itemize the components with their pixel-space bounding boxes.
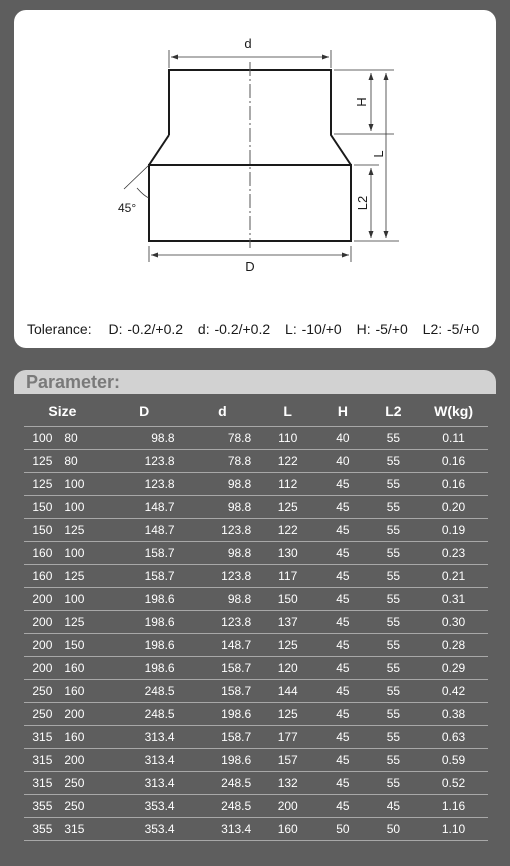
size-large: 100 [32, 431, 53, 445]
size-small: 125 [64, 569, 85, 583]
cell-h: 45 [318, 703, 367, 726]
tolerance-d-large: D: -0.2/+0.2 [108, 321, 184, 337]
cell-weight: 0.29 [419, 657, 488, 680]
cell-l: 157 [257, 749, 318, 772]
cell-d-large: 313.4 [101, 749, 188, 772]
table-row [24, 772, 488, 795]
column-header-h: H [318, 396, 367, 427]
cell-weight: 0.11 [419, 427, 488, 450]
cell-d-large: 313.4 [101, 726, 188, 749]
cell-d-small: 198.6 [188, 703, 258, 726]
cell-h: 45 [318, 611, 367, 634]
cell-size [24, 795, 101, 818]
size-large: 355 [32, 799, 53, 813]
cell-size [24, 818, 101, 841]
table-row [24, 680, 488, 703]
size-large: 315 [32, 776, 53, 790]
cell-size [24, 519, 101, 542]
size-large: 200 [32, 615, 53, 629]
size-large: 150 [32, 500, 53, 514]
cell-h: 45 [318, 542, 367, 565]
size-small: 80 [64, 431, 78, 445]
cell-weight: 0.28 [419, 634, 488, 657]
cell-d-small: 98.8 [188, 542, 258, 565]
size-small: 250 [64, 776, 85, 790]
cell-d-small: 123.8 [188, 611, 258, 634]
cell-size [24, 680, 101, 703]
cell-h: 45 [318, 496, 367, 519]
cell-d-large: 123.8 [101, 450, 188, 473]
size-small: 150 [64, 638, 85, 652]
size-small: 80 [64, 454, 78, 468]
cell-size [24, 542, 101, 565]
size-small: 100 [64, 477, 85, 491]
cell-h: 45 [318, 749, 367, 772]
dim-label-large-diameter: D [245, 259, 255, 274]
size-large: 200 [32, 638, 53, 652]
drawing-card [14, 10, 496, 348]
cell-d-small: 248.5 [188, 795, 258, 818]
cell-d-small: 78.8 [188, 450, 258, 473]
cell-d-small: 148.7 [188, 634, 258, 657]
size-small: 100 [64, 592, 85, 606]
cell-l: 110 [257, 427, 318, 450]
cell-h: 50 [318, 818, 367, 841]
cell-l2: 45 [368, 795, 419, 818]
column-header-size: Size [24, 396, 101, 427]
cell-d-large: 248.5 [101, 703, 188, 726]
cell-l: 122 [257, 519, 318, 542]
cell-size [24, 726, 101, 749]
cell-weight: 0.16 [419, 450, 488, 473]
size-small: 315 [64, 822, 85, 836]
size-large: 160 [32, 546, 53, 560]
size-small: 125 [64, 523, 85, 537]
cell-weight: 0.20 [419, 496, 488, 519]
cell-d-small: 313.4 [188, 818, 258, 841]
cell-d-large: 198.6 [101, 634, 188, 657]
cell-l: 117 [257, 565, 318, 588]
table-row [24, 542, 488, 565]
cell-h: 45 [318, 565, 367, 588]
size-large: 250 [32, 684, 53, 698]
cell-h: 45 [318, 795, 367, 818]
cell-l2: 55 [368, 657, 419, 680]
cell-weight: 0.59 [419, 749, 488, 772]
cell-l2: 55 [368, 496, 419, 519]
cell-weight: 0.19 [419, 519, 488, 542]
column-header-l2: L2 [368, 396, 419, 427]
size-small: 100 [64, 500, 85, 514]
cell-l: 125 [257, 703, 318, 726]
parameter-table-body [24, 427, 488, 841]
cell-h: 45 [318, 680, 367, 703]
size-small: 200 [64, 753, 85, 767]
tolerance-label: Tolerance: [27, 321, 92, 337]
cell-size [24, 634, 101, 657]
cell-size [24, 565, 101, 588]
cell-size [24, 703, 101, 726]
cell-d-large: 148.7 [101, 519, 188, 542]
table-row [24, 611, 488, 634]
parameter-header-bar [14, 370, 496, 394]
cell-l2: 55 [368, 749, 419, 772]
dim-label-l2: L2 [355, 195, 370, 211]
cell-l: 125 [257, 634, 318, 657]
cell-h: 40 [318, 427, 367, 450]
table-row [24, 496, 488, 519]
cell-h: 45 [318, 473, 367, 496]
cell-h: 45 [318, 519, 367, 542]
table-row [24, 565, 488, 588]
cell-weight: 0.38 [419, 703, 488, 726]
size-large: 315 [32, 753, 53, 767]
cell-l: 120 [257, 657, 318, 680]
cell-size [24, 450, 101, 473]
cell-weight: 0.30 [419, 611, 488, 634]
table-header-row [24, 396, 488, 427]
cell-l: 122 [257, 450, 318, 473]
table-row [24, 726, 488, 749]
cell-l: 112 [257, 473, 318, 496]
size-large: 200 [32, 592, 53, 606]
size-large: 250 [32, 707, 53, 721]
cell-d-large: 158.7 [101, 565, 188, 588]
dim-label-length: L [371, 150, 386, 158]
table-row [24, 588, 488, 611]
cell-d-small: 158.7 [188, 680, 258, 703]
cell-d-small: 158.7 [188, 657, 258, 680]
cell-l: 160 [257, 818, 318, 841]
column-header-d-large: D [101, 396, 188, 427]
cell-l2: 55 [368, 565, 419, 588]
cell-h: 45 [318, 772, 367, 795]
cell-l2: 55 [368, 542, 419, 565]
cell-l2: 55 [368, 588, 419, 611]
table-row [24, 749, 488, 772]
size-small: 160 [64, 684, 85, 698]
cell-d-large: 353.4 [101, 818, 188, 841]
cell-d-large: 198.6 [101, 588, 188, 611]
cell-weight: 1.16 [419, 795, 488, 818]
cell-size [24, 496, 101, 519]
table-row [24, 519, 488, 542]
cell-d-small: 123.8 [188, 519, 258, 542]
cell-size [24, 611, 101, 634]
cell-weight: 0.42 [419, 680, 488, 703]
table-row [24, 450, 488, 473]
cell-l2: 55 [368, 519, 419, 542]
table-row [24, 818, 488, 841]
cell-h: 45 [318, 588, 367, 611]
cell-size [24, 588, 101, 611]
reducer-outline-upper [169, 70, 351, 165]
size-small: 125 [64, 615, 85, 629]
column-header-l: L [257, 396, 318, 427]
cell-weight: 0.23 [419, 542, 488, 565]
cell-size [24, 772, 101, 795]
table-row [24, 795, 488, 818]
cell-l2: 55 [368, 427, 419, 450]
size-small: 160 [64, 730, 85, 744]
cell-size [24, 427, 101, 450]
cell-l: 144 [257, 680, 318, 703]
size-large: 200 [32, 661, 53, 675]
cell-weight: 0.52 [419, 772, 488, 795]
cell-d-large: 98.8 [101, 427, 188, 450]
cell-h: 40 [318, 450, 367, 473]
column-header-weight: W(kg) [419, 396, 488, 427]
cell-d-large: 123.8 [101, 473, 188, 496]
table-row [24, 427, 488, 450]
table-row [24, 634, 488, 657]
parameter-table [24, 396, 488, 841]
cell-d-large: 148.7 [101, 496, 188, 519]
cell-d-large: 353.4 [101, 795, 188, 818]
cell-d-large: 158.7 [101, 542, 188, 565]
cell-l2: 55 [368, 680, 419, 703]
tolerance-h: H: -5/+0 [356, 321, 408, 337]
cell-d-large: 198.6 [101, 611, 188, 634]
cell-l: 137 [257, 611, 318, 634]
cell-weight: 1.10 [419, 818, 488, 841]
cell-h: 45 [318, 634, 367, 657]
dim-label-small-diameter: d [244, 36, 252, 51]
cell-d-large: 313.4 [101, 772, 188, 795]
cell-l: 200 [257, 795, 318, 818]
tolerance-l: L: -10/+0 [285, 321, 342, 337]
cell-h: 45 [318, 657, 367, 680]
cell-weight: 0.31 [419, 588, 488, 611]
cell-weight: 0.21 [419, 565, 488, 588]
cell-l: 150 [257, 588, 318, 611]
size-small: 250 [64, 799, 85, 813]
reducer-technical-drawing [14, 10, 496, 310]
cell-d-small: 78.8 [188, 427, 258, 450]
cell-d-large: 248.5 [101, 680, 188, 703]
size-large: 125 [32, 477, 53, 491]
table-row [24, 473, 488, 496]
cell-l: 130 [257, 542, 318, 565]
cell-weight: 0.63 [419, 726, 488, 749]
size-small: 160 [64, 661, 85, 675]
cell-d-small: 98.8 [188, 473, 258, 496]
cell-l: 125 [257, 496, 318, 519]
size-large: 160 [32, 569, 53, 583]
cell-l2: 55 [368, 772, 419, 795]
size-small: 200 [64, 707, 85, 721]
tolerance-line [27, 321, 479, 337]
cell-d-small: 98.8 [188, 588, 258, 611]
size-large: 125 [32, 454, 53, 468]
tolerance-d-small: d: -0.2/+0.2 [197, 321, 271, 337]
size-large: 315 [32, 730, 53, 744]
table-row [24, 657, 488, 680]
cell-h: 45 [318, 726, 367, 749]
cell-size [24, 657, 101, 680]
cell-d-small: 158.7 [188, 726, 258, 749]
cell-l: 177 [257, 726, 318, 749]
cell-l2: 55 [368, 703, 419, 726]
cell-l2: 55 [368, 450, 419, 473]
size-large: 355 [32, 822, 53, 836]
cell-l2: 55 [368, 473, 419, 496]
cell-weight: 0.16 [419, 473, 488, 496]
size-large: 150 [32, 523, 53, 537]
reducer-outline-left [149, 135, 169, 241]
cell-l2: 55 [368, 634, 419, 657]
parameter-title: Parameter: [26, 372, 121, 392]
cell-d-small: 198.6 [188, 749, 258, 772]
table-row [24, 703, 488, 726]
size-small: 100 [64, 546, 85, 560]
cell-l: 132 [257, 772, 318, 795]
dim-label-height: H [354, 97, 369, 107]
cell-d-small: 123.8 [188, 565, 258, 588]
cell-size [24, 749, 101, 772]
cell-d-small: 98.8 [188, 496, 258, 519]
cell-l2: 50 [368, 818, 419, 841]
cell-size [24, 473, 101, 496]
cell-l2: 55 [368, 726, 419, 749]
cell-d-small: 248.5 [188, 772, 258, 795]
dim-label-angle: 45° [118, 201, 137, 215]
cell-l2: 55 [368, 611, 419, 634]
tolerance-l2: L2: -5/+0 [422, 321, 480, 337]
column-header-d-small: d [188, 396, 258, 427]
cell-d-large: 198.6 [101, 657, 188, 680]
